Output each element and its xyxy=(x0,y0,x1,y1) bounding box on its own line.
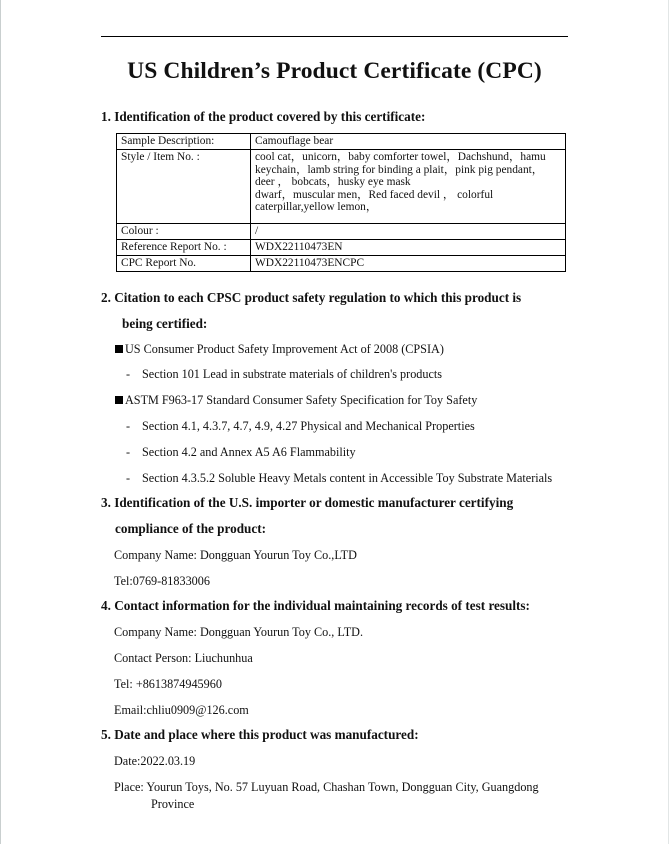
table-row xyxy=(117,240,566,256)
records-company: Company Name: Dongguan Yourun Toy Co., LTD. xyxy=(114,625,363,639)
product-info-table xyxy=(116,133,566,272)
dash-icon: - xyxy=(126,367,131,381)
section-4-heading: 4. Contact information for the individual maintaining records of test results: xyxy=(101,598,530,613)
table-row xyxy=(117,224,566,240)
records-contact-person: Contact Person: Liuchunhua xyxy=(114,651,253,665)
section-1-heading: 1. Identification of the product covered by this certificate: xyxy=(101,109,426,124)
section-5-heading: 5. Date and place where this product was manufactured: xyxy=(101,727,419,742)
page-edge-left xyxy=(0,0,1,844)
table-value: / xyxy=(251,224,566,240)
dash-icon: - xyxy=(126,419,131,433)
table-label: CPC Report No. xyxy=(117,256,251,272)
style-line: cool cat，unicorn，baby comforter towel，Dachshund，hamu xyxy=(255,151,546,163)
table-label: Colour : xyxy=(117,224,251,240)
dash-icon: - xyxy=(126,445,131,459)
records-email: Email:chliu0909@126.com xyxy=(114,703,249,717)
regulation-item: Section 4.3.5.2 Soluble Heavy Metals content in Accessible Toy Substrate Materials xyxy=(142,471,553,485)
table-value: WDX22110473ENCPC xyxy=(251,256,566,272)
square-bullet-icon xyxy=(115,396,123,404)
regulation-item: Section 101 Lead in substrate materials of children's products xyxy=(142,367,443,381)
header-rule xyxy=(101,36,568,37)
table-label: Sample Description: xyxy=(117,134,251,150)
table-label: Reference Report No. : xyxy=(117,240,251,256)
table-row xyxy=(117,150,566,224)
regulation-title: ASTM F963-17 Standard Consumer Safety Specification for Toy Safety xyxy=(125,393,478,407)
style-line: caterpillar,yellow lemon， xyxy=(255,201,378,214)
regulation-title: US Consumer Product Safety Improvement Act of 2008 (CPSIA) xyxy=(125,342,444,356)
style-line: dwarf，muscular men，Red faced devil ， colorful xyxy=(255,188,494,201)
regulation-item: Section 4.1, 4.3.7, 4.7, 4.9, 4.27 Physical and Mechanical Properties xyxy=(142,419,475,433)
importer-tel: Tel:0769-81833006 xyxy=(114,574,210,588)
section-3-heading: 3. Identification of the U.S. importer or domestic manufacturer certifying xyxy=(101,495,514,510)
manufacture-date: Date:2022.03.19 xyxy=(114,754,196,768)
dash-icon: - xyxy=(126,471,131,485)
records-tel: Tel: +8613874945960 xyxy=(114,677,222,691)
manufacture-place-cont: Province xyxy=(151,797,195,811)
table-value xyxy=(251,150,566,224)
style-line: keychain，lamb string for binding a plait，pink pig pendant， xyxy=(255,163,544,176)
table-label: Style / Item No. : xyxy=(117,150,251,224)
table-row xyxy=(117,256,566,272)
manufacture-place: Place: Yourun Toys, No. 57 Luyuan Road, Chashan Town, Dongguan City, Guangdong xyxy=(114,780,539,794)
importer-company: Company Name: Dongguan Yourun Toy Co.,LTD xyxy=(114,548,357,562)
document-title: US Children’s Product Certificate (CPC) xyxy=(127,58,542,84)
square-bullet-icon xyxy=(115,345,123,353)
regulation-astm xyxy=(115,393,477,408)
regulation-item: Section 4.2 and Annex A5 A6 Flammability xyxy=(142,445,356,459)
section-2-heading-cont: being certified: xyxy=(122,316,208,331)
regulation-cpsia xyxy=(115,342,444,357)
section-2-heading: 2. Citation to each CPSC product safety regulation to which this product is xyxy=(101,290,522,305)
table-value: WDX22110473EN xyxy=(251,240,566,256)
table-row xyxy=(117,134,566,150)
style-line: deer ， bobcats，husky eye mask xyxy=(255,176,411,189)
table-value: Camouflage bear xyxy=(251,134,566,150)
section-3-heading-cont: compliance of the product: xyxy=(115,521,267,536)
